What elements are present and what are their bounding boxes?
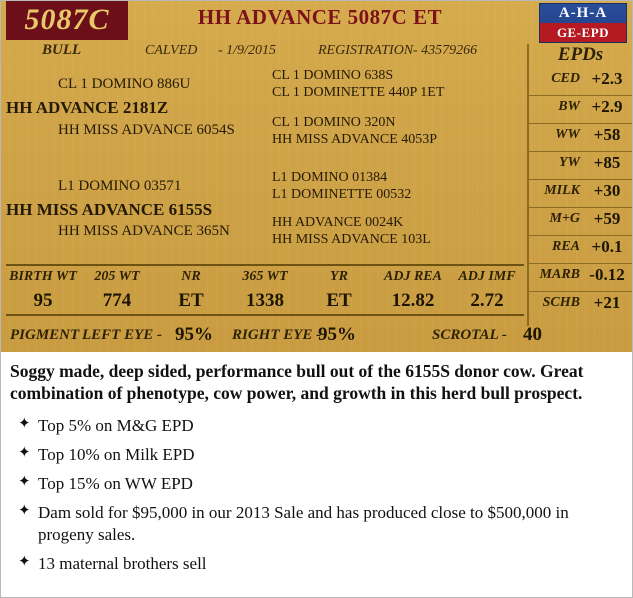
epd-row — [528, 207, 633, 235]
bullet-text: Top 5% on M&G EPD — [38, 415, 194, 435]
perf-value-205-wt: 774 — [102, 290, 132, 311]
epd-row — [528, 235, 633, 263]
right-eye-value: 95% — [318, 324, 356, 345]
epd-value-yw: +85 — [593, 153, 621, 172]
list-item — [10, 502, 623, 546]
left-eye-value: 95% — [175, 324, 213, 345]
calved-value: - 1/9/2015 — [218, 43, 276, 58]
left-eye-label: LEFT EYE - — [82, 327, 163, 343]
bullet-text: Top 10% on Milk EPD — [38, 444, 195, 464]
perf-value-adj-rea: 12.82 — [391, 290, 435, 311]
epd-value-bw: +2.9 — [591, 97, 623, 116]
epd-label-marb: MARB — [539, 267, 580, 282]
epd-rows — [528, 68, 633, 319]
epd-panel — [528, 44, 633, 324]
sire-dam-sire-name: CL 1 DOMINO 320N — [272, 115, 396, 130]
pigment-row — [0, 322, 633, 350]
epd-panel-title: EPDs — [557, 44, 604, 65]
scrotal-value: 40 — [523, 324, 542, 345]
epd-value-schb: +21 — [593, 293, 621, 312]
list-item — [10, 444, 623, 466]
epd-row — [528, 263, 633, 291]
performance-value-row — [6, 290, 524, 312]
dam-dam-name: HH MISS ADVANCE 365N — [58, 223, 230, 239]
sire-name: HH ADVANCE 2181Z — [6, 98, 169, 117]
animal-info-row — [0, 42, 520, 64]
perf-value-birth-wt: 95 — [33, 290, 53, 311]
description-section — [0, 352, 633, 598]
list-item — [10, 415, 623, 437]
epd-label-yw: YW — [559, 155, 580, 170]
perf-value-nr: ET — [178, 290, 204, 311]
aha-logo-text: A-H-A — [558, 5, 608, 21]
aha-ge-epd-logo — [539, 3, 627, 43]
lot-number: 5087C — [6, 0, 128, 40]
sire-dam-name: HH MISS ADVANCE 6054S — [58, 122, 235, 138]
bullet-icon: ✦ — [18, 444, 31, 461]
lot-header — [0, 0, 633, 40]
epd-value-ww: +58 — [593, 125, 621, 144]
perf-value-yr: ET — [326, 290, 352, 311]
bullet-text: Dam sold for $95,000 in our 2013 Sale and has produced close to $500,000 in progeny sales. — [38, 503, 569, 545]
sire-sire-dam-name: CL 1 DOMINETTE 440P 1ET — [272, 85, 445, 100]
registration-label: REGISTRATION — [318, 43, 414, 58]
bullet-text: Top 15% on WW EPD — [38, 473, 193, 493]
pedigree-block — [0, 68, 520, 258]
epd-row — [528, 179, 633, 207]
perf-header-205-wt: 205 WT — [94, 269, 140, 284]
perf-value-365-wt: 1338 — [246, 290, 284, 311]
epd-value-milk: +30 — [593, 181, 621, 200]
epd-row — [528, 68, 633, 95]
description-bullet-list — [10, 415, 623, 576]
registration-value: - 43579266 — [413, 43, 478, 58]
sire-sire-name: CL 1 DOMINO 886U — [58, 76, 191, 92]
dam-dam-dam-name: HH MISS ADVANCE 103L — [272, 232, 431, 247]
bullet-icon: ✦ — [18, 415, 31, 432]
bullet-icon: ✦ — [18, 503, 31, 520]
dam-sire-name: L1 DOMINO 03571 — [58, 178, 182, 194]
epd-row — [528, 291, 633, 319]
sex-label: BULL — [42, 42, 82, 58]
epd-label-mg: M+G — [549, 211, 580, 226]
perf-header-birth-wt: BIRTH WT — [9, 269, 77, 284]
epd-label-schb: SCHB — [542, 295, 580, 310]
epd-row — [528, 95, 633, 123]
animal-name-title: HH ADVANCE 5087C ET — [197, 5, 443, 29]
right-eye-label: RIGHT EYE - — [232, 327, 322, 343]
sire-dam-dam-name: HH MISS ADVANCE 4053P — [272, 132, 438, 147]
bullet-text: 13 maternal brothers sell — [38, 554, 207, 574]
pigment-label: PIGMENT — [10, 327, 80, 343]
description-lead-text: Soggy made, deep sided, performance bull out of the 6155S donor cow. Great combination of phenotype, cow power, and growth in this herd bull prospect. — [10, 361, 584, 404]
epd-value-marb: -0.12 — [589, 265, 625, 284]
list-item — [10, 473, 623, 495]
perf-value-adj-imf: 2.72 — [470, 290, 504, 311]
ge-epd-logo-text: GE-EPD — [556, 25, 610, 40]
bullet-icon: ✦ — [18, 554, 31, 571]
performance-table — [6, 264, 524, 316]
epd-label-milk: MILK — [544, 183, 580, 198]
performance-header-row — [6, 269, 524, 285]
dam-sire-sire-name: L1 DOMINO 01384 — [272, 170, 388, 185]
bullet-icon: ✦ — [18, 473, 31, 490]
perf-header-adj-rea: ADJ REA — [384, 269, 442, 284]
epd-label-rea: REA — [551, 239, 580, 254]
epd-label-ww: WW — [555, 127, 580, 142]
epd-value-ced: +2.3 — [591, 69, 623, 88]
dam-sire-dam-name: L1 DOMINETTE 00532 — [272, 187, 412, 202]
calved-label: CALVED — [145, 43, 198, 58]
epd-label-bw: BW — [558, 99, 580, 114]
perf-header-365-wt: 365 WT — [242, 269, 288, 284]
epd-row — [528, 151, 633, 179]
perf-header-yr: YR — [330, 269, 348, 284]
epd-value-rea: +0.1 — [591, 237, 623, 256]
perf-header-adj-imf: ADJ IMF — [458, 269, 516, 284]
epd-value-mg: +59 — [593, 209, 621, 228]
dam-dam-sire-name: HH ADVANCE 0024K — [272, 215, 404, 230]
perf-header-nr: NR — [181, 269, 201, 284]
scrotal-label: SCROTAL - — [432, 327, 507, 343]
dam-name: HH MISS ADVANCE 6155S — [6, 200, 213, 219]
sire-sire-sire-name: CL 1 DOMINO 638S — [272, 68, 394, 83]
epd-label-ced: CED — [551, 71, 580, 86]
list-item — [10, 553, 623, 575]
epd-row — [528, 123, 633, 151]
